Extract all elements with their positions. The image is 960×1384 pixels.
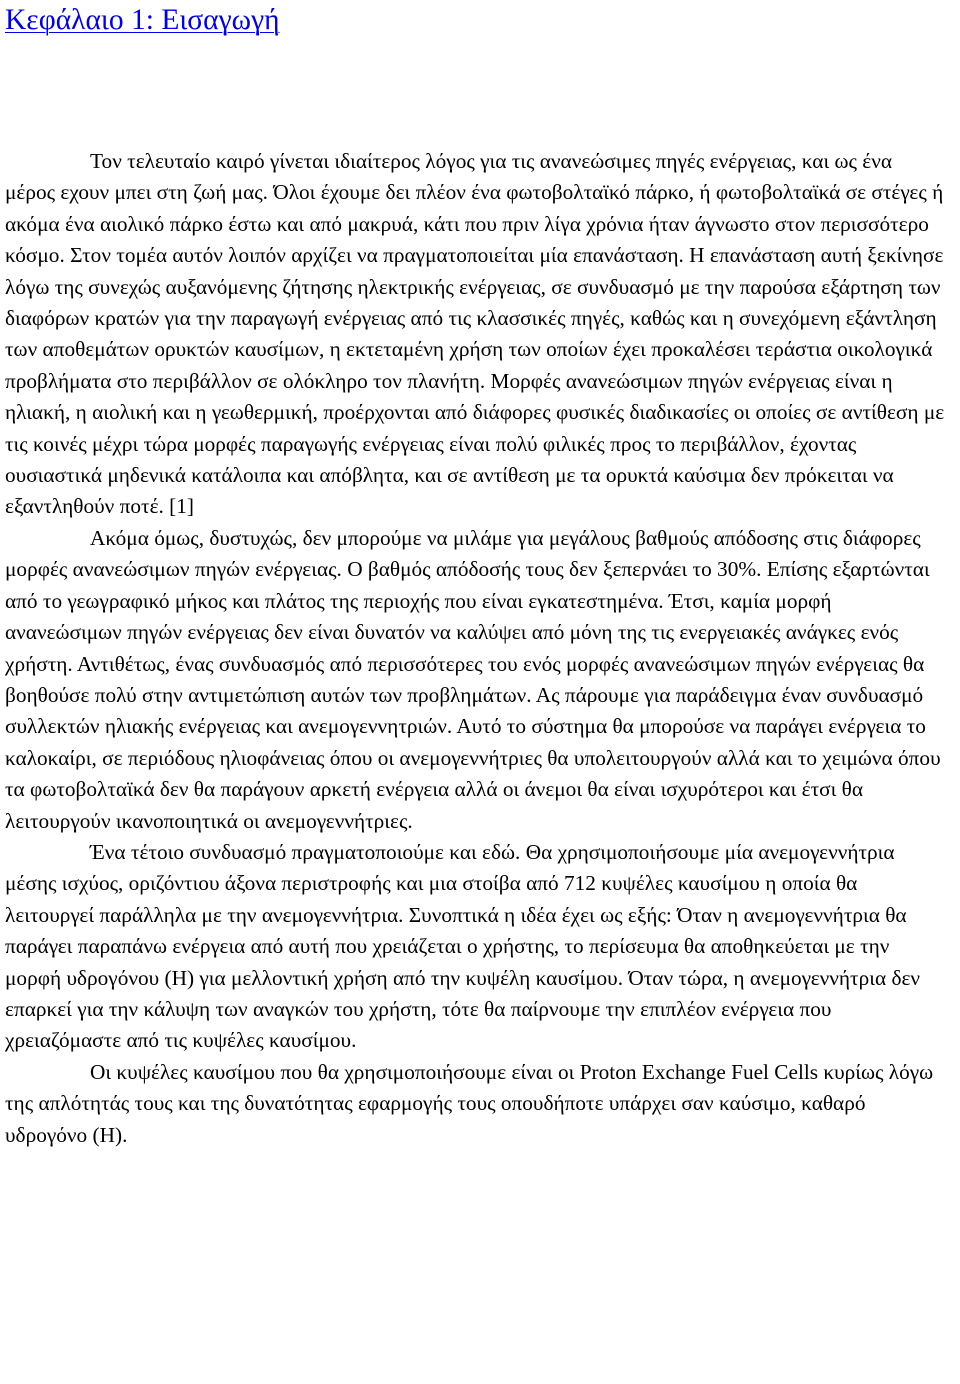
paragraph-3: Ένα τέτοιο συνδυασμό πραγματοποιούμε και εδώ. Θα χρησιμοποιήσουμε μία ανεμογεννήτρια μέσης ισχύος, οριζόντιου άξονα περιστροφής και μια στοίβα από 712 κυψέλες καυσίμου η οποία θα λειτουργεί παράλληλα με την ανεμογεννήτρια. Συνοπτικά η ιδέα έχει ως εξής: Όταν η ανεμογεννήτρια θα παράγει παραπάνω ενέργεια από αυτή που χρειάζεται ο χρήστης, το περίσευμα θα αποθηκεύεται με την μορφή υδρογόνου (Η) για μελλοντική χρήση από την κυψέλη καυσίμου. Όταν τώρα, η ανεμογεννήτρια δεν επαρκεί για την κάλυψη των αναγκών του χρήστη, τότε θα παίρνουμε την επιπλέον ενέργεια που χρειαζόμαστε από τις κυψέλες καυσίμου. (5, 839, 921, 1053)
paragraph-4: Οι κυψέλες καυσίμου που θα χρησιμοποιήσουμε είναι οι Proton Exchange Fuel Cells κυρίως λόγω της απλότητάς τους και της δυνατότητας εφαρμογής τους οπουδήποτε υπάρχει σαν καύσιμο, καθαρό υδρογόνο (Η). (5, 1059, 934, 1147)
paragraph-1: Τον τελευταίο καιρό γίνεται ιδιαίτερος λόγος για τις ανανεώσιμες πηγές ενέργειας, και ως ένα μέρος εχουν μπει στη ζωή μας. Όλοι έχουμε δει πλέον ένα φωτοβολταϊκό πάρκο, ή φωτοβολταϊκά σε στέγες ή ακόμα ένα αιολικό πάρκο έστω και από μακρυά, κάτι που πριν λίγα χρόνια ήταν άγνωστο στον περισσότερο κόσμο. Στον τομέα αυτόν λοιπόν αρχίζει να πραγματοποιείται μία επανάσταση. Η επανάσταση αυτή ξεκίνησε λόγω της συνεχώς αυξανόμενης ζήτησης ηλεκτρικής ενέργειας, σε συνδυασμό με την παρούσα εξάρτηση των διαφόρων κρατών για την παραγωγή ενέργειας από τις κλασσικές πηγές, καθώς και η συνεχόμενη εξάντληση των αποθεμάτων ορυκτών καυσίμων, η εκτεταμένη χρήση των οποίων έχει προκαλέσει τεράστια οικολογικά προβλήματα στο περιβάλλον σε ολόκληρο τον πλανήτη. Μορφές ανανεώσιμων πηγών ενέργειας είναι η ηλιακή, η αιολική και η γεωθερμική, προέρχονται από διάφορες φυσικές διαδικασίες οι οποίες σε αντίθεση με τις κοινές μέχρι τώρα μορφές παραγωγής ενέργειας είναι πολύ φιλικές προς το περιβάλλον, έχοντας ουσιαστικά μηδενικά κατάλοιπα και απόβλητα, και σε αντίθεση με τα ορυκτά καύσιμα δεν πρόκειται να εξαντληθούν ποτέ. [1] (5, 149, 945, 519)
chapter-title-link[interactable]: Κεφάλαιο 1: Εισαγωγή (5, 4, 280, 36)
chapter-body (5, 146, 946, 1151)
paragraph-2: Ακόμα όμως, δυστυχώς, δεν μπορούμε να μιλάμε για μεγάλους βαθμούς απόδοσης στις διάφορες μορφές ανανεώσιμων πηγών ενέργειας. Ο βαθμός απόδοσής τους δεν ξεπερνάει το 30%. Επίσης εξαρτώνται από το γεωγραφικό μήκος και πλάτος της περιοχής που είναι εγκατεστημένα. Έτσι, καμία μορφή ανανεώσιμων πηγών ενέργειας δεν είναι δυνατόν να καλύψει από μόνη της τις ενεργειακές ανάγκες ενός χρήστη. Αντιθέτως, ένας συνδυασμός από περισσότερες του ενός μορφές ανανεώσιμων πηγών ενέργειας θα βοηθούσε πολύ στην αντιμετώπιση αυτών των προβλημάτων. Ας πάρουμε για παράδειγμα έναν συνδυασμό συλλεκτών ηλιακής ενέργειας και ανεμογεννητριών. Αυτό το σύστημα θα μπορούσε να παράγει ενέργεια το καλοκαίρι, σε περιόδους ηλιοφάνειας όπου οι ανεμογεννήτριες θα υπολειτουργούν αλλά και το χειμώνα όπου τα φωτοβολταϊκά δεν θα παράγουν αρκετή ενέργεια αλλά οι άνεμοι θα είναι ισχυρότεροι και έτσι θα λειτουργούν ικανοποιητικά οι ανεμογεννήτριες. (5, 525, 941, 833)
